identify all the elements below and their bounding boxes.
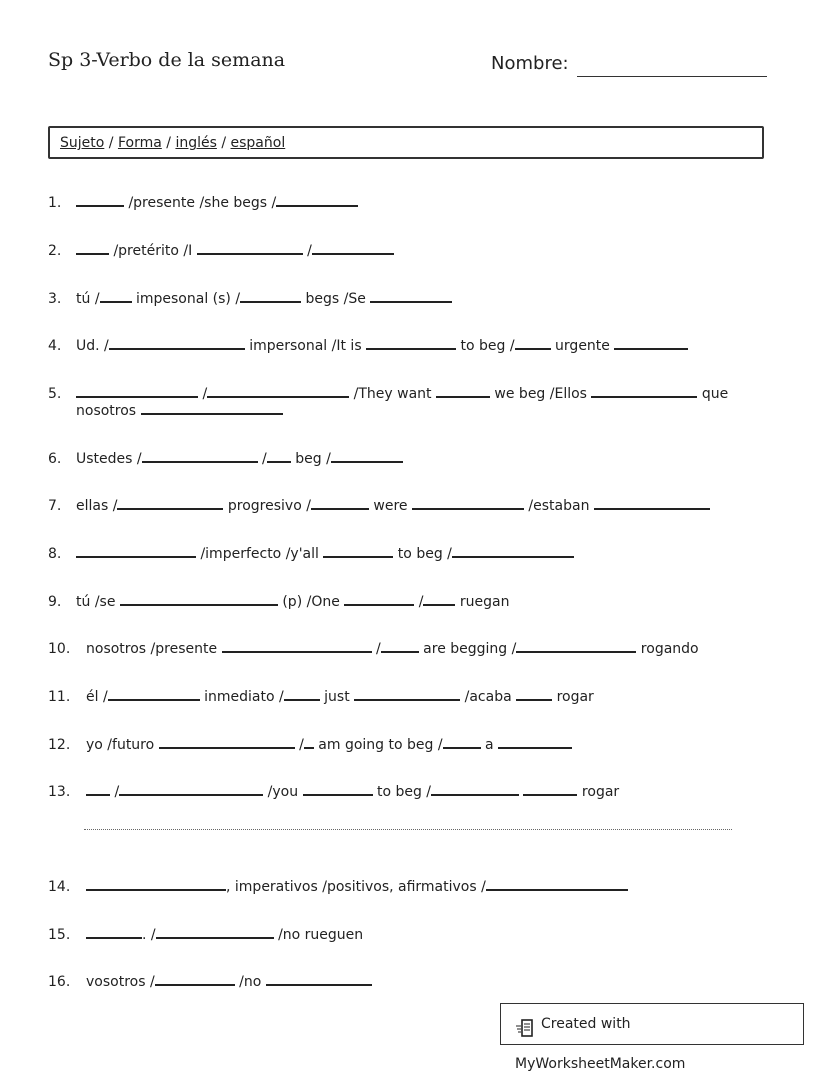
- answer-blank[interactable]: [76, 544, 196, 558]
- answer-blank[interactable]: [591, 384, 697, 398]
- answer-blank[interactable]: [366, 336, 456, 350]
- question-text: , imperativos /positivos, afirmativos /: [226, 879, 486, 895]
- answer-blank[interactable]: [516, 639, 636, 653]
- answer-blank[interactable]: [594, 496, 710, 510]
- question-number: 3.: [48, 291, 62, 307]
- question-text: rogando: [636, 641, 699, 657]
- question-number: 9.: [48, 594, 62, 610]
- answer-blank[interactable]: [423, 592, 455, 606]
- answer-blank[interactable]: [431, 782, 519, 796]
- question-number: 5.: [48, 386, 62, 402]
- legend-espanol: español: [230, 135, 286, 151]
- question-number: 12.: [48, 737, 71, 753]
- answer-blank[interactable]: [266, 972, 372, 986]
- answer-blank[interactable]: [381, 639, 419, 653]
- answer-blank[interactable]: [119, 782, 263, 796]
- question-number: 1.: [48, 195, 62, 211]
- question-text: are begging /: [418, 641, 517, 657]
- answer-blank[interactable]: [304, 735, 314, 749]
- answer-blank[interactable]: [486, 877, 628, 891]
- answer-blank[interactable]: [452, 544, 574, 558]
- answer-blank[interactable]: [284, 687, 320, 701]
- answer-blank[interactable]: [331, 449, 403, 463]
- question-text: nosotros: [76, 403, 141, 419]
- answer-blank[interactable]: [354, 687, 460, 701]
- answer-blank[interactable]: [515, 336, 551, 350]
- question-6: [48, 449, 403, 467]
- question-14: [48, 877, 628, 895]
- question-text: rogar: [577, 784, 620, 800]
- question-text: /: [414, 594, 424, 610]
- question-text: nosotros /presente: [86, 641, 222, 657]
- question-1: [48, 193, 358, 211]
- answer-blank[interactable]: [311, 496, 369, 510]
- answer-blank[interactable]: [344, 592, 414, 606]
- legend-sep: /: [104, 135, 118, 151]
- answer-blank[interactable]: [156, 925, 274, 939]
- question-text: /: [198, 386, 208, 402]
- question-9: [48, 592, 509, 610]
- question-text: /acaba: [460, 689, 517, 705]
- question-3: [48, 289, 452, 307]
- question-4: [48, 336, 688, 354]
- question-number: 10.: [48, 641, 71, 657]
- answer-blank[interactable]: [412, 496, 524, 510]
- question-text: /: [294, 737, 304, 753]
- question-15: [48, 925, 363, 943]
- legend-sujeto: Sujeto: [60, 135, 105, 151]
- question-number: 2.: [48, 243, 62, 259]
- answer-blank[interactable]: [240, 289, 301, 303]
- question-text: /pretérito /I: [109, 243, 197, 259]
- answer-blank[interactable]: [108, 687, 200, 701]
- question-text: a: [480, 737, 499, 753]
- answer-blank[interactable]: [222, 639, 372, 653]
- question-5: [48, 384, 728, 402]
- question-13: [48, 782, 619, 800]
- question-text: /: [110, 784, 120, 800]
- question-text: to beg /: [372, 784, 432, 800]
- question-text: /no rueguen: [273, 927, 364, 943]
- question-text: rogar: [552, 689, 594, 705]
- answer-blank[interactable]: [197, 241, 303, 255]
- question-2: [48, 241, 394, 259]
- question-number: 13.: [48, 784, 71, 800]
- question-text: Ustedes /: [76, 451, 142, 467]
- answer-blank[interactable]: [76, 241, 109, 255]
- answer-blank[interactable]: [142, 449, 258, 463]
- question-number: 11.: [48, 689, 71, 705]
- legend-forma: Forma: [117, 135, 162, 151]
- answer-blank[interactable]: [207, 384, 349, 398]
- answer-blank[interactable]: [443, 735, 481, 749]
- answer-blank[interactable]: [86, 877, 226, 891]
- answer-blank[interactable]: [141, 401, 283, 415]
- question-text: /imperfecto /y'all: [196, 546, 324, 562]
- page-title: Sp 3-Verbo de la semana: [48, 49, 286, 71]
- footer-badge[interactable]: [500, 1003, 804, 1072]
- question-text: we beg /Ellos: [489, 386, 592, 402]
- question-12: [48, 735, 572, 753]
- question-number: 4.: [48, 338, 62, 354]
- name-label: Nombre:: [491, 53, 569, 74]
- question-text: ruegan: [455, 594, 510, 610]
- question-text: beg /: [290, 451, 331, 467]
- question-16: [48, 972, 372, 990]
- question-text: ellas /: [76, 498, 118, 514]
- answer-blank[interactable]: [155, 972, 235, 986]
- footer-text: Created with MyWorksheetMaker.com: [515, 1016, 686, 1072]
- answer-blank[interactable]: [109, 336, 245, 350]
- answer-blank[interactable]: [303, 782, 373, 796]
- question-number: 14.: [48, 879, 71, 895]
- question-text: /you: [263, 784, 303, 800]
- question-text: /They want: [349, 386, 436, 402]
- answer-blank[interactable]: [86, 925, 142, 939]
- answer-blank[interactable]: [436, 384, 490, 398]
- question-text: /: [371, 641, 381, 657]
- answer-blank[interactable]: [276, 193, 358, 207]
- question-8: [48, 544, 574, 562]
- section-divider: [84, 829, 732, 830]
- answer-blank[interactable]: [267, 449, 291, 463]
- answer-blank[interactable]: [370, 289, 452, 303]
- question-text: (p) /One: [277, 594, 345, 610]
- name-field[interactable]: [577, 76, 767, 77]
- answer-blank[interactable]: [516, 687, 552, 701]
- question-text: Ud. /: [76, 338, 109, 354]
- legend-sep: /: [216, 135, 231, 151]
- answer-blank[interactable]: [76, 384, 198, 398]
- question-text: were: [368, 498, 412, 514]
- worksheet-maker-logo-icon: [515, 1014, 535, 1034]
- question-text: inmediato /: [199, 689, 284, 705]
- question-number: 15.: [48, 927, 71, 943]
- question-number: 7.: [48, 498, 62, 514]
- question-text: impersonal /It is: [244, 338, 367, 354]
- question-text: tú /se: [76, 594, 120, 610]
- answer-blank[interactable]: [323, 544, 393, 558]
- question-text: vosotros /: [86, 974, 155, 990]
- legend-ingles: inglés: [175, 135, 217, 151]
- question-text: to beg /: [456, 338, 515, 354]
- question-text: /presente /she begs /: [124, 195, 277, 211]
- question-number: 6.: [48, 451, 62, 467]
- question-text: just: [319, 689, 355, 705]
- question-text: am going to beg /: [313, 737, 443, 753]
- question-text: /estaban: [523, 498, 594, 514]
- question-text: to beg /: [393, 546, 452, 562]
- question-text: . /: [142, 927, 156, 943]
- question-text: urgente: [550, 338, 615, 354]
- question-10: [48, 639, 699, 657]
- answer-blank[interactable]: [498, 735, 572, 749]
- question-text: que: [697, 386, 729, 402]
- answer-blank[interactable]: [523, 782, 577, 796]
- answer-blank[interactable]: [86, 782, 110, 796]
- answer-blank[interactable]: [120, 592, 278, 606]
- question-text: begs /Se: [301, 291, 371, 307]
- question-text: yo /futuro: [86, 737, 159, 753]
- legend-box: [48, 126, 764, 159]
- question-text: /no: [234, 974, 266, 990]
- answer-blank[interactable]: [76, 193, 124, 207]
- legend-sep: /: [161, 135, 176, 151]
- question-text: progresivo /: [223, 498, 311, 514]
- answer-blank[interactable]: [312, 241, 394, 255]
- question-text: tú /: [76, 291, 100, 307]
- question-text: /: [257, 451, 267, 467]
- question-number: 16.: [48, 974, 71, 990]
- question-text: él /: [86, 689, 108, 705]
- question-5-continued: [76, 401, 283, 419]
- answer-blank[interactable]: [100, 289, 132, 303]
- answer-blank[interactable]: [614, 336, 688, 350]
- question-text: /: [302, 243, 312, 259]
- question-number: 8.: [48, 546, 62, 562]
- answer-blank[interactable]: [117, 496, 223, 510]
- question-7: [48, 496, 710, 514]
- question-text: impesonal (s) /: [131, 291, 241, 307]
- answer-blank[interactable]: [159, 735, 295, 749]
- question-11: [48, 687, 594, 705]
